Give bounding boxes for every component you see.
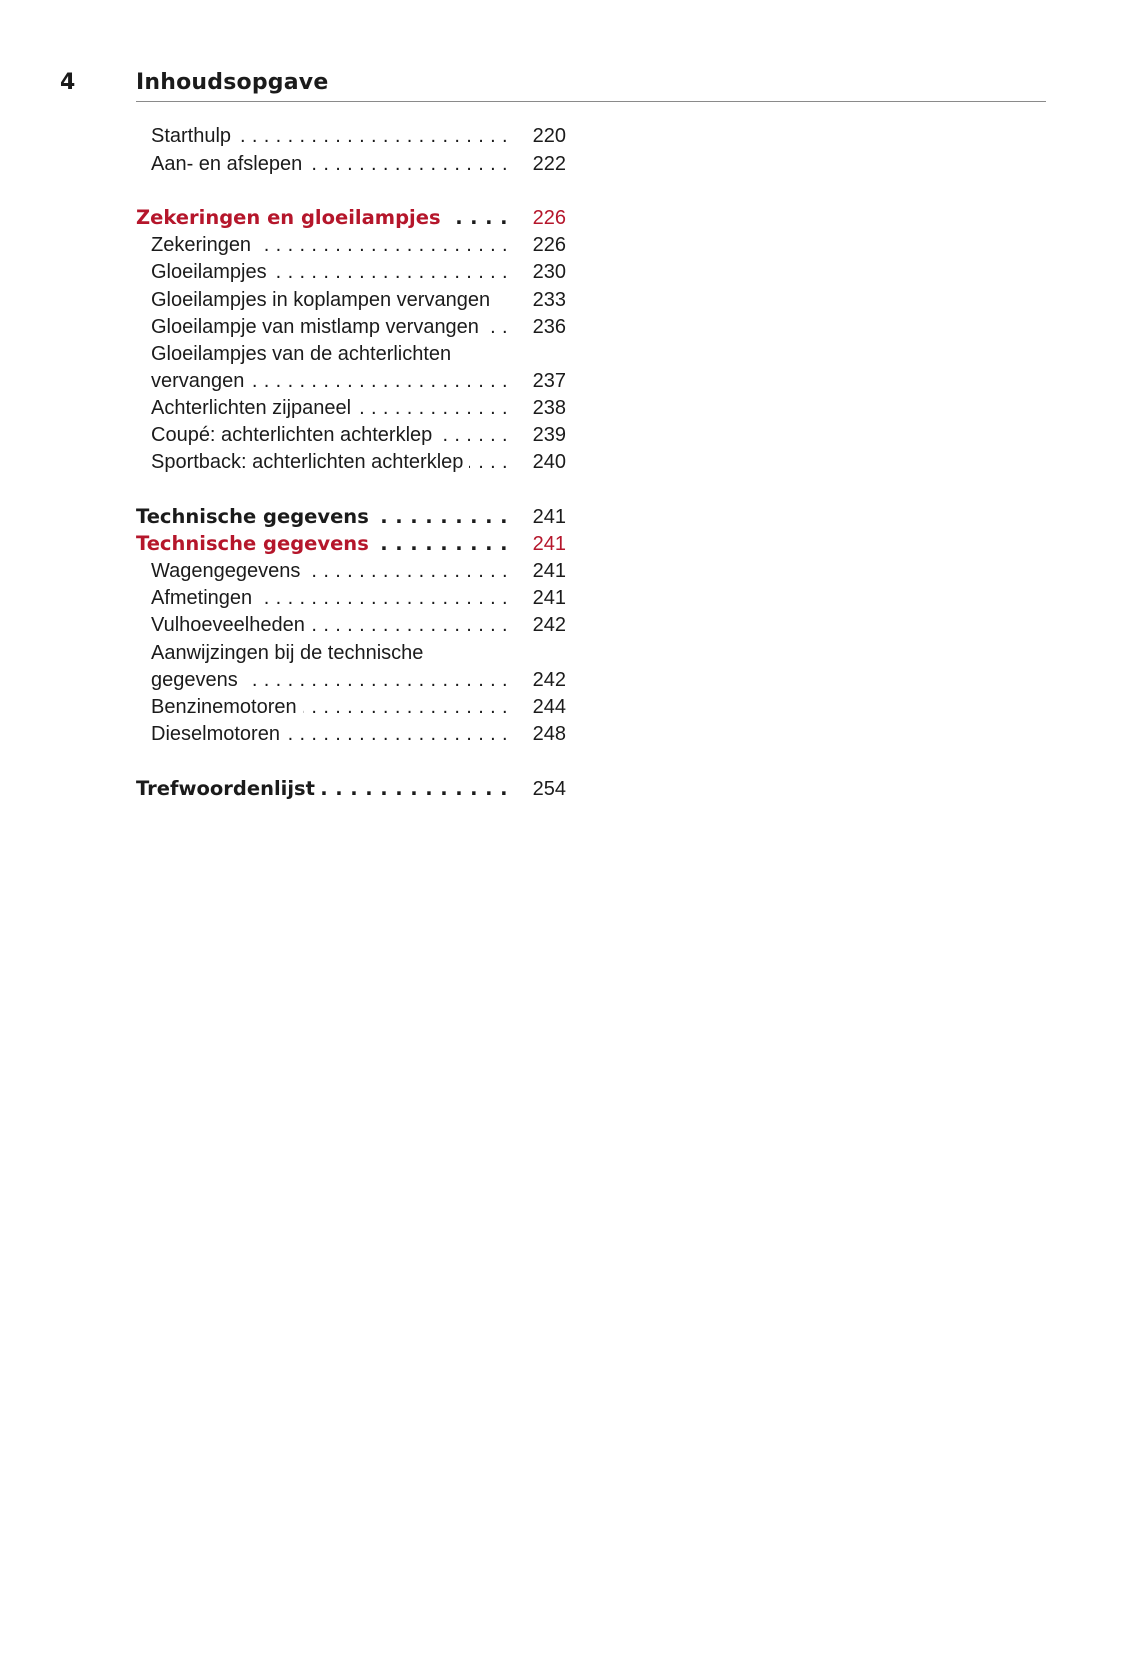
toc-entry[interactable] [136, 150, 566, 178]
toc-entry-label: gegevens [151, 669, 244, 691]
toc-entry[interactable] [136, 584, 566, 612]
toc-entry-label: Coupé: achterlichten achterklep [151, 424, 438, 446]
page-number: 4 [60, 70, 76, 95]
toc-entry-label: Gloeilampjes in koplampen vervangen [151, 289, 496, 311]
toc-entry-label: vervangen [151, 370, 250, 392]
toc-entry[interactable] [136, 557, 566, 585]
toc-entry[interactable] [136, 286, 566, 314]
toc-entry-label: Aan- en afslepen [151, 153, 308, 175]
toc-entry[interactable] [136, 313, 566, 341]
toc-entry-label: Gloeilampjes van de achterlichten [151, 343, 457, 365]
toc-chapter-label: Zekeringen en gloeilampjes [136, 206, 447, 229]
toc-entry[interactable] [136, 367, 566, 395]
header-divider [136, 101, 1046, 102]
toc-entry[interactable] [136, 666, 566, 694]
toc-entry-page: 239 [532, 424, 566, 446]
toc-entry-page: 242 [532, 669, 566, 691]
toc-chapter-label: Technische gegevens [136, 505, 375, 528]
toc-entry-page: 241 [532, 587, 566, 609]
toc-entry-label: Zekeringen [151, 234, 257, 256]
toc-entry-page: 244 [532, 696, 566, 718]
toc-entry[interactable] [136, 611, 566, 639]
toc-entry-page: 241 [532, 506, 566, 528]
toc-entry-label: Achterlichten zijpaneel [151, 397, 357, 419]
toc-chapter-entry[interactable] [136, 503, 566, 531]
toc-entry-page: 248 [532, 723, 566, 745]
toc-entry[interactable] [136, 639, 566, 667]
toc-entry-page: 242 [532, 614, 566, 636]
toc-chapter-entry[interactable] [136, 204, 566, 232]
toc-chapter-label: Technische gegevens [136, 532, 375, 555]
toc-entry-page: 230 [532, 261, 566, 283]
toc-entry-page: 241 [532, 533, 566, 555]
toc-entry-page: 254 [532, 778, 566, 800]
toc-chapter-entry[interactable] [136, 775, 566, 803]
toc-entry-label: Vulhoeveelheden [151, 614, 311, 636]
toc-entry-label: Gloeilampje van mistlamp vervangen [151, 316, 485, 338]
toc-entry-label: Gloeilampjes [151, 261, 273, 283]
toc-entry-page: 237 [532, 370, 566, 392]
toc-entry-label: Starthulp [151, 125, 237, 147]
toc-entry-label: Benzinemotoren [151, 696, 303, 718]
toc-entry-page: 238 [532, 397, 566, 419]
toc-entry-page: 241 [532, 560, 566, 582]
page-title: Inhoudsopgave [136, 70, 329, 95]
toc-entry-page: 240 [532, 451, 566, 473]
toc-entry[interactable] [136, 693, 566, 721]
toc-entry-page: 220 [532, 125, 566, 147]
toc-entry[interactable] [136, 394, 566, 422]
page-header [0, 70, 1142, 102]
toc-entry[interactable] [136, 421, 566, 449]
toc-entry[interactable] [136, 231, 566, 259]
toc-entry-page: 236 [532, 316, 566, 338]
toc-chapter-entry[interactable] [136, 530, 566, 558]
toc-entry-page: 222 [532, 153, 566, 175]
toc-entry-label: Wagengegevens [151, 560, 306, 582]
toc-entry[interactable] [136, 122, 566, 150]
toc-entry-page: 226 [532, 207, 566, 229]
toc-entry-label: Sportback: achterlichten achterklep [151, 451, 469, 473]
toc-entry-page: 233 [532, 289, 566, 311]
toc-entry-label: Dieselmotoren [151, 723, 286, 745]
toc-entry[interactable] [136, 340, 566, 368]
toc-entry-label: Afmetingen [151, 587, 258, 609]
toc-entry[interactable] [136, 258, 566, 286]
toc-entry[interactable] [136, 720, 566, 748]
toc-chapter-label: Trefwoordenlijst [136, 777, 321, 800]
toc-entry[interactable] [136, 448, 566, 476]
toc-entry-label: Aanwijzingen bij de technische [151, 642, 429, 664]
toc-entry-page: 226 [532, 234, 566, 256]
